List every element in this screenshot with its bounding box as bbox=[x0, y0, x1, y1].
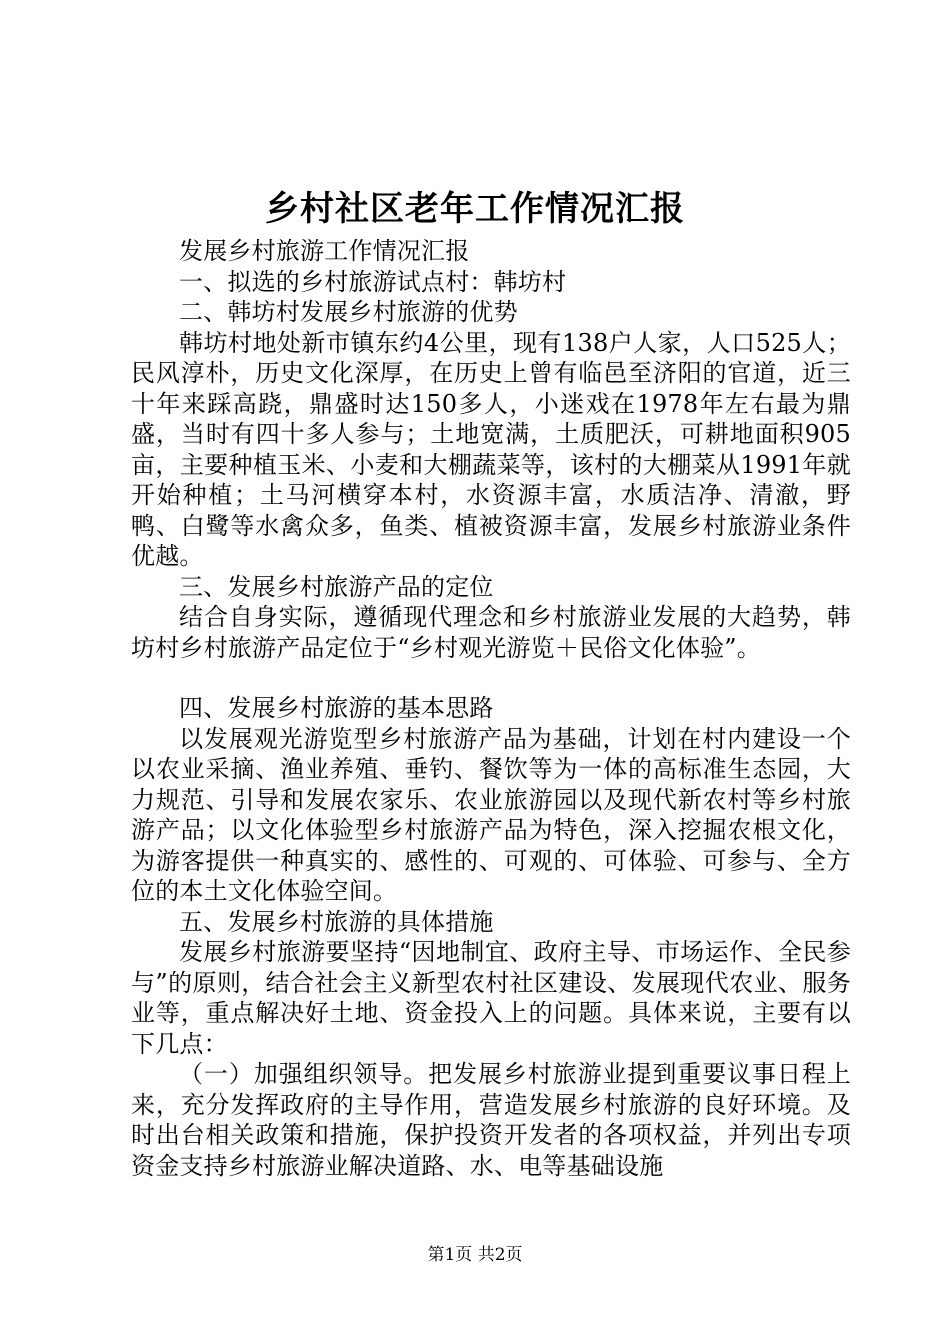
paragraph-section-3: 三、发展乡村旅游产品的定位 bbox=[179, 572, 494, 601]
document-body bbox=[131, 236, 851, 1181]
paragraph-measure-1: （一）加强组织领导。把发展乡村旅游业提到重要议事日程上来，充分发挥政府的主导作用，营造发展乡村旅游的良好环境。及时出台相关政策和措施，保护投资开发者的各项权益，并列出专项资金支持乡村旅游业解决道路、水、电等基础设施 bbox=[131, 1060, 851, 1180]
paragraph-positioning: 结合自身实际，遵循现代理念和乡村旅游业发展的大趋势，韩坊村乡村旅游产品定位于“乡村观光游览＋民俗文化体验”。 bbox=[131, 603, 851, 662]
page-footer: 第1页 共2页 bbox=[427, 1245, 523, 1265]
paragraph-section-5: 五、发展乡村旅游的具体措施 bbox=[179, 907, 494, 936]
document-title: 乡村社区老年工作情况汇报 bbox=[265, 189, 685, 229]
paragraph-measures-intro: 发展乡村旅游要坚持“因地制宜、政府主导、市场运作、全民参与”的原则，结合社会主义新型农村社区建设、发展现代农业、服务业等，重点解决好土地、资金投入上的问题。具体来说，主要有以下几点： bbox=[131, 938, 851, 1058]
paragraph-section-2: 二、韩坊村发展乡村旅游的优势 bbox=[179, 298, 518, 326]
paragraph-subtitle: 发展乡村旅游工作情况汇报 bbox=[179, 237, 470, 265]
paragraph-section-1: 一、拟选的乡村旅游试点村：韩坊村 bbox=[179, 267, 567, 296]
paragraph-basic-ideas: 以发展观光游览型乡村旅游产品为基础，计划在村内建设一个以农业采摘、渔业养殖、垂钓、餐饮等为一体的高标准生态园，大力规范、引导和发展农家乐、农业旅游园以及现代新农村等乡村旅游产品；以文化体验型乡村旅游产品为特色，深入挖掘农根文化，为游客提供一种真实的、感性的、可观的、可体验、可参与、全方位的本土文化体验空间。 bbox=[131, 724, 851, 905]
paragraph-section-4: 四、发展乡村旅游的基本思路 bbox=[179, 694, 494, 722]
paragraph-advantages: 韩坊村地处新市镇东约4公里，现有138户人家，人口525人；民风淳朴，历史文化深厚，在历史上曾有临邑至济阳的官道，近三十年来踩高跷，鼎盛时达150多人，小迷戏在1978年左右最为鼎盛，当时有四十多人参与；土地宽满，土质肥沃，可耕地面积905亩，主要种植玉米、小麦和大棚蔬菜等，该村的大棚菜从1991年就开始种植；土马河横穿本村，水资源丰富，水质洁净、清澈，野鸭、白鹭等水禽众多，鱼类、植被资源丰富，发展乡村旅游业条件优越。 bbox=[131, 328, 851, 570]
